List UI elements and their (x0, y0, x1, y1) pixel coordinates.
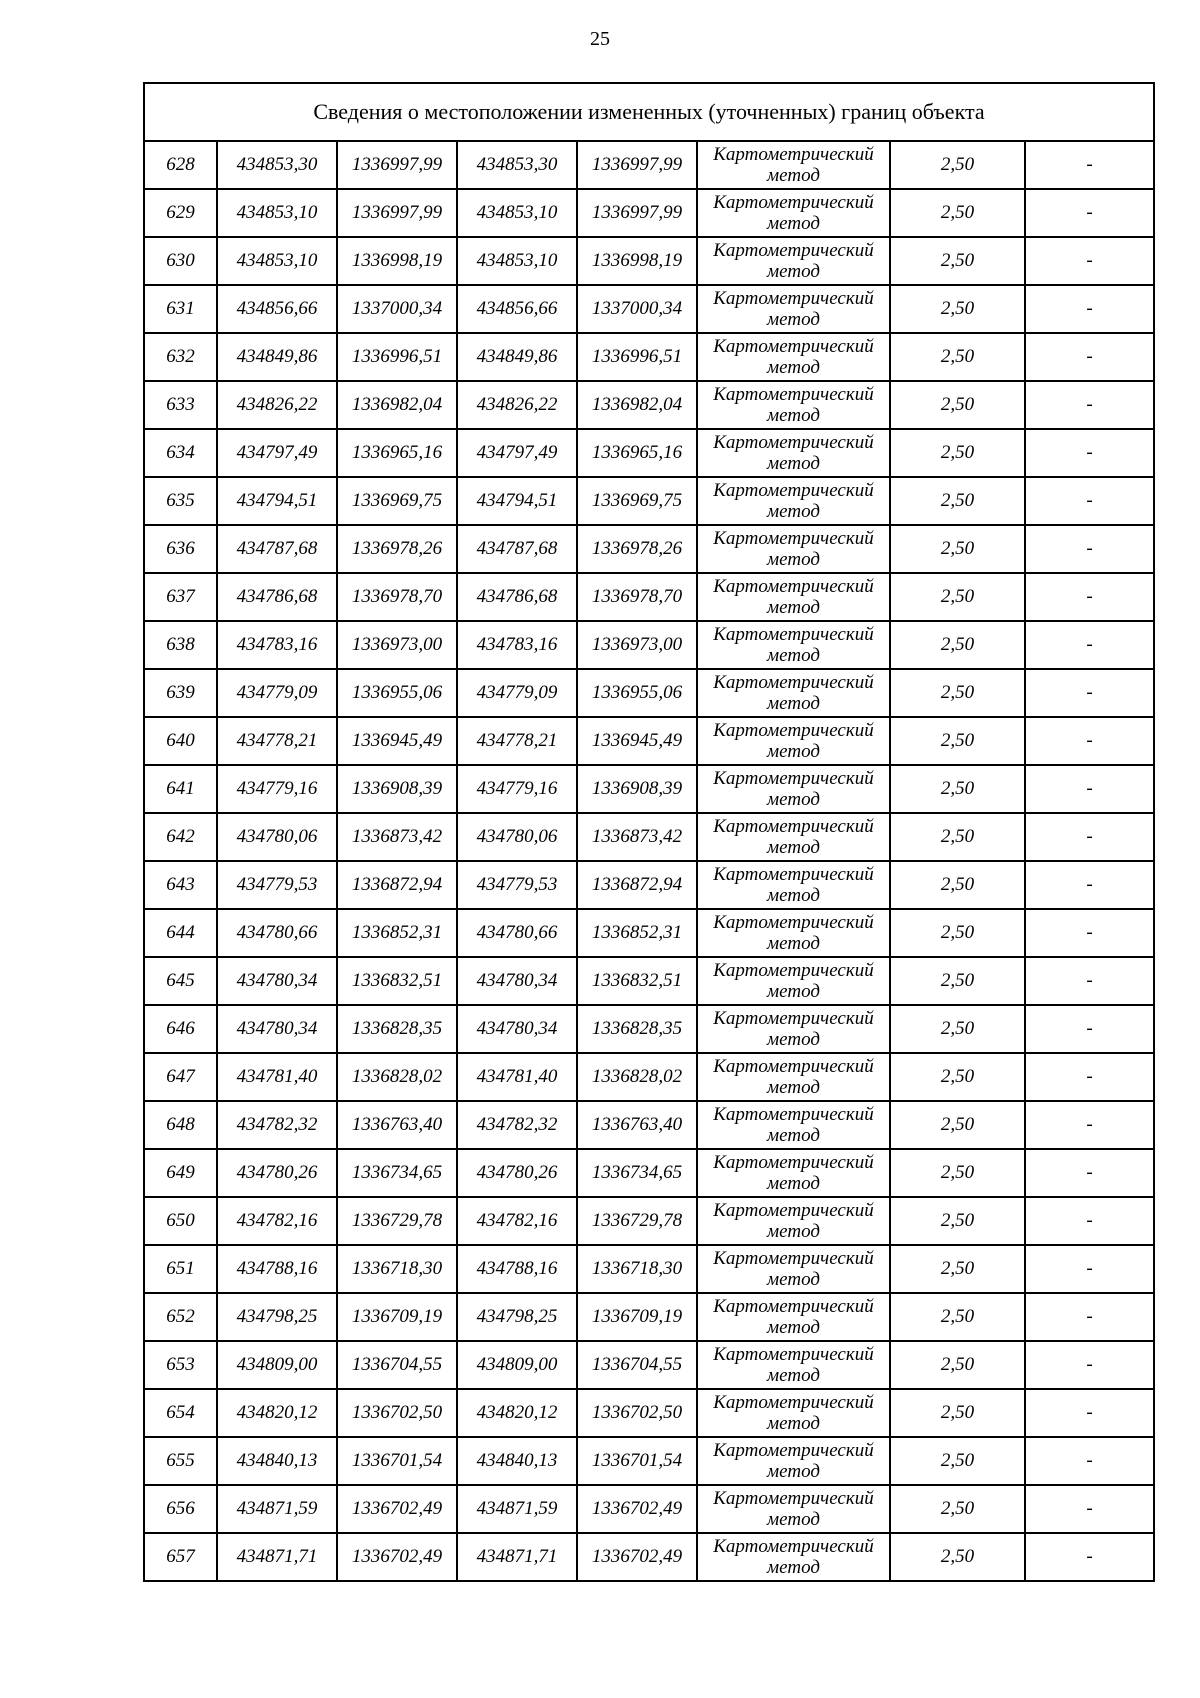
table-row (144, 1341, 1154, 1389)
point-number-cell: 644 (144, 909, 217, 957)
accuracy-cell: 2,50 (890, 1341, 1025, 1389)
table-row (144, 1101, 1154, 1149)
y-existing-cell: 1337000,34 (337, 285, 457, 333)
y-existing-cell: 1336718,30 (337, 1245, 457, 1293)
accuracy-cell: 2,50 (890, 1293, 1025, 1341)
point-number-cell: 649 (144, 1149, 217, 1197)
method-cell: Картометрический метод (697, 285, 890, 333)
description-cell: - (1025, 381, 1154, 429)
description-cell: - (1025, 813, 1154, 861)
x-new-cell: 434781,40 (457, 1053, 577, 1101)
point-number-cell: 636 (144, 525, 217, 573)
x-existing-cell: 434780,34 (217, 1005, 337, 1053)
description-cell: - (1025, 1245, 1154, 1293)
x-existing-cell: 434849,86 (217, 333, 337, 381)
y-existing-cell: 1336998,19 (337, 237, 457, 285)
point-number-cell: 643 (144, 861, 217, 909)
point-number-cell: 647 (144, 1053, 217, 1101)
x-new-cell: 434794,51 (457, 477, 577, 525)
y-new-cell: 1336872,94 (577, 861, 697, 909)
y-new-cell: 1336982,04 (577, 381, 697, 429)
method-cell: Картометрический метод (697, 909, 890, 957)
y-existing-cell: 1336872,94 (337, 861, 457, 909)
accuracy-cell: 2,50 (890, 1389, 1025, 1437)
description-cell: - (1025, 333, 1154, 381)
x-existing-cell: 434780,34 (217, 957, 337, 1005)
y-existing-cell: 1336955,06 (337, 669, 457, 717)
x-existing-cell: 434778,21 (217, 717, 337, 765)
description-cell: - (1025, 1101, 1154, 1149)
method-cell: Картометрический метод (697, 381, 890, 429)
table-row (144, 477, 1154, 525)
point-number-cell: 656 (144, 1485, 217, 1533)
method-cell: Картометрический метод (697, 1053, 890, 1101)
table-row (144, 813, 1154, 861)
y-new-cell: 1336828,02 (577, 1053, 697, 1101)
y-new-cell: 1336832,51 (577, 957, 697, 1005)
point-number-cell: 654 (144, 1389, 217, 1437)
description-cell: - (1025, 1005, 1154, 1053)
y-existing-cell: 1336965,16 (337, 429, 457, 477)
y-new-cell: 1336828,35 (577, 1005, 697, 1053)
description-cell: - (1025, 141, 1154, 189)
x-existing-cell: 434871,71 (217, 1533, 337, 1581)
y-existing-cell: 1336969,75 (337, 477, 457, 525)
accuracy-cell: 2,50 (890, 285, 1025, 333)
point-number-cell: 639 (144, 669, 217, 717)
x-existing-cell: 434781,40 (217, 1053, 337, 1101)
description-cell: - (1025, 189, 1154, 237)
description-cell: - (1025, 1149, 1154, 1197)
point-number-cell: 634 (144, 429, 217, 477)
description-cell: - (1025, 621, 1154, 669)
x-new-cell: 434798,25 (457, 1293, 577, 1341)
method-cell: Картометрический метод (697, 957, 890, 1005)
point-number-cell: 631 (144, 285, 217, 333)
x-new-cell: 434840,13 (457, 1437, 577, 1485)
y-existing-cell: 1336763,40 (337, 1101, 457, 1149)
x-existing-cell: 434826,22 (217, 381, 337, 429)
accuracy-cell: 2,50 (890, 237, 1025, 285)
y-existing-cell: 1336709,19 (337, 1293, 457, 1341)
y-new-cell: 1336702,49 (577, 1485, 697, 1533)
y-new-cell: 1336997,99 (577, 141, 697, 189)
table-row (144, 1293, 1154, 1341)
y-existing-cell: 1336734,65 (337, 1149, 457, 1197)
accuracy-cell: 2,50 (890, 525, 1025, 573)
y-existing-cell: 1336908,39 (337, 765, 457, 813)
point-number-cell: 657 (144, 1533, 217, 1581)
table-row (144, 1533, 1154, 1581)
method-cell: Картометрический метод (697, 717, 890, 765)
point-number-cell: 650 (144, 1197, 217, 1245)
x-new-cell: 434780,06 (457, 813, 577, 861)
y-new-cell: 1336734,65 (577, 1149, 697, 1197)
point-number-cell: 653 (144, 1341, 217, 1389)
y-new-cell: 1336997,99 (577, 189, 697, 237)
accuracy-cell: 2,50 (890, 573, 1025, 621)
method-cell: Картометрический метод (697, 1293, 890, 1341)
method-cell: Картометрический метод (697, 1245, 890, 1293)
accuracy-cell: 2,50 (890, 477, 1025, 525)
method-cell: Картометрический метод (697, 141, 890, 189)
description-cell: - (1025, 477, 1154, 525)
table-row (144, 669, 1154, 717)
table-row (144, 861, 1154, 909)
x-new-cell: 434849,86 (457, 333, 577, 381)
accuracy-cell: 2,50 (890, 717, 1025, 765)
x-new-cell: 434826,22 (457, 381, 577, 429)
x-new-cell: 434871,59 (457, 1485, 577, 1533)
description-cell: - (1025, 525, 1154, 573)
x-existing-cell: 434853,10 (217, 189, 337, 237)
table-row (144, 525, 1154, 573)
y-new-cell: 1336873,42 (577, 813, 697, 861)
point-number-cell: 655 (144, 1437, 217, 1485)
x-existing-cell: 434809,00 (217, 1341, 337, 1389)
accuracy-cell: 2,50 (890, 1533, 1025, 1581)
y-existing-cell: 1336828,02 (337, 1053, 457, 1101)
x-existing-cell: 434782,32 (217, 1101, 337, 1149)
x-new-cell: 434853,10 (457, 189, 577, 237)
method-cell: Картометрический метод (697, 1341, 890, 1389)
y-new-cell: 1336763,40 (577, 1101, 697, 1149)
point-number-cell: 652 (144, 1293, 217, 1341)
point-number-cell: 646 (144, 1005, 217, 1053)
x-existing-cell: 434856,66 (217, 285, 337, 333)
table-row (144, 573, 1154, 621)
accuracy-cell: 2,50 (890, 861, 1025, 909)
x-existing-cell: 434783,16 (217, 621, 337, 669)
point-number-cell: 641 (144, 765, 217, 813)
y-new-cell: 1336973,00 (577, 621, 697, 669)
description-cell: - (1025, 669, 1154, 717)
x-new-cell: 434853,30 (457, 141, 577, 189)
x-new-cell: 434780,26 (457, 1149, 577, 1197)
accuracy-cell: 2,50 (890, 1101, 1025, 1149)
table-row (144, 429, 1154, 477)
y-new-cell: 1336998,19 (577, 237, 697, 285)
table-row (144, 333, 1154, 381)
x-new-cell: 434786,68 (457, 573, 577, 621)
accuracy-cell: 2,50 (890, 1245, 1025, 1293)
x-new-cell: 434778,21 (457, 717, 577, 765)
y-new-cell: 1336945,49 (577, 717, 697, 765)
x-new-cell: 434809,00 (457, 1341, 577, 1389)
table-body (144, 141, 1154, 1581)
x-existing-cell: 434780,26 (217, 1149, 337, 1197)
description-cell: - (1025, 573, 1154, 621)
y-existing-cell: 1336945,49 (337, 717, 457, 765)
y-existing-cell: 1336702,49 (337, 1485, 457, 1533)
y-existing-cell: 1336852,31 (337, 909, 457, 957)
point-number-cell: 637 (144, 573, 217, 621)
y-new-cell: 1336729,78 (577, 1197, 697, 1245)
y-existing-cell: 1336729,78 (337, 1197, 457, 1245)
x-new-cell: 434853,10 (457, 237, 577, 285)
method-cell: Картометрический метод (697, 1149, 890, 1197)
accuracy-cell: 2,50 (890, 813, 1025, 861)
x-existing-cell: 434820,12 (217, 1389, 337, 1437)
y-existing-cell: 1336973,00 (337, 621, 457, 669)
point-number-cell: 633 (144, 381, 217, 429)
y-existing-cell: 1336701,54 (337, 1437, 457, 1485)
accuracy-cell: 2,50 (890, 1197, 1025, 1245)
method-cell: Картометрический метод (697, 861, 890, 909)
x-new-cell: 434780,66 (457, 909, 577, 957)
method-cell: Картометрический метод (697, 1197, 890, 1245)
y-new-cell: 1337000,34 (577, 285, 697, 333)
y-existing-cell: 1336996,51 (337, 333, 457, 381)
accuracy-cell: 2,50 (890, 189, 1025, 237)
x-existing-cell: 434779,53 (217, 861, 337, 909)
method-cell: Картометрический метод (697, 477, 890, 525)
method-cell: Картометрический метод (697, 573, 890, 621)
x-new-cell: 434780,34 (457, 957, 577, 1005)
table-row (144, 1437, 1154, 1485)
x-existing-cell: 434788,16 (217, 1245, 337, 1293)
x-new-cell: 434779,16 (457, 765, 577, 813)
table-row (144, 381, 1154, 429)
description-cell: - (1025, 1053, 1154, 1101)
method-cell: Картометрический метод (697, 765, 890, 813)
y-new-cell: 1336908,39 (577, 765, 697, 813)
x-new-cell: 434797,49 (457, 429, 577, 477)
y-new-cell: 1336978,70 (577, 573, 697, 621)
y-new-cell: 1336965,16 (577, 429, 697, 477)
method-cell: Картометрический метод (697, 1533, 890, 1581)
description-cell: - (1025, 909, 1154, 957)
table-row (144, 237, 1154, 285)
point-number-cell: 629 (144, 189, 217, 237)
method-cell: Картометрический метод (697, 429, 890, 477)
y-new-cell: 1336852,31 (577, 909, 697, 957)
y-new-cell: 1336969,75 (577, 477, 697, 525)
description-cell: - (1025, 1341, 1154, 1389)
y-existing-cell: 1336702,50 (337, 1389, 457, 1437)
table-row (144, 1245, 1154, 1293)
x-existing-cell: 434779,16 (217, 765, 337, 813)
x-existing-cell: 434798,25 (217, 1293, 337, 1341)
table-row (144, 1149, 1154, 1197)
x-new-cell: 434820,12 (457, 1389, 577, 1437)
method-cell: Картометрический метод (697, 621, 890, 669)
y-existing-cell: 1336997,99 (337, 189, 457, 237)
point-number-cell: 640 (144, 717, 217, 765)
accuracy-cell: 2,50 (890, 1437, 1025, 1485)
table-row (144, 621, 1154, 669)
description-cell: - (1025, 861, 1154, 909)
point-number-cell: 651 (144, 1245, 217, 1293)
accuracy-cell: 2,50 (890, 381, 1025, 429)
table-row (144, 189, 1154, 237)
x-existing-cell: 434853,30 (217, 141, 337, 189)
accuracy-cell: 2,50 (890, 1053, 1025, 1101)
y-existing-cell: 1336704,55 (337, 1341, 457, 1389)
y-new-cell: 1336702,50 (577, 1389, 697, 1437)
method-cell: Картометрический метод (697, 669, 890, 717)
y-existing-cell: 1336978,70 (337, 573, 457, 621)
method-cell: Картометрический метод (697, 1005, 890, 1053)
x-new-cell: 434871,71 (457, 1533, 577, 1581)
method-cell: Картометрический метод (697, 1101, 890, 1149)
x-new-cell: 434779,09 (457, 669, 577, 717)
x-new-cell: 434787,68 (457, 525, 577, 573)
method-cell: Картометрический метод (697, 189, 890, 237)
accuracy-cell: 2,50 (890, 333, 1025, 381)
x-new-cell: 434779,53 (457, 861, 577, 909)
x-new-cell: 434783,16 (457, 621, 577, 669)
y-new-cell: 1336718,30 (577, 1245, 697, 1293)
description-cell: - (1025, 717, 1154, 765)
method-cell: Картометрический метод (697, 237, 890, 285)
y-new-cell: 1336978,26 (577, 525, 697, 573)
x-existing-cell: 434780,66 (217, 909, 337, 957)
x-new-cell: 434780,34 (457, 1005, 577, 1053)
method-cell: Картометрический метод (697, 1485, 890, 1533)
method-cell: Картометрический метод (697, 333, 890, 381)
table-caption: Сведения о местоположении измененных (уточненных) границ объекта (144, 83, 1154, 141)
x-existing-cell: 434840,13 (217, 1437, 337, 1485)
point-number-cell: 628 (144, 141, 217, 189)
method-cell: Картометрический метод (697, 813, 890, 861)
table-row (144, 909, 1154, 957)
boundary-coordinates-table (143, 82, 1155, 1582)
table-row (144, 765, 1154, 813)
table-row (144, 1005, 1154, 1053)
method-cell: Картометрический метод (697, 525, 890, 573)
table-row (144, 1197, 1154, 1245)
point-number-cell: 648 (144, 1101, 217, 1149)
point-number-cell: 632 (144, 333, 217, 381)
description-cell: - (1025, 1197, 1154, 1245)
x-existing-cell: 434782,16 (217, 1197, 337, 1245)
y-existing-cell: 1336828,35 (337, 1005, 457, 1053)
table-row (144, 1053, 1154, 1101)
x-new-cell: 434782,16 (457, 1197, 577, 1245)
y-new-cell: 1336955,06 (577, 669, 697, 717)
accuracy-cell: 2,50 (890, 909, 1025, 957)
accuracy-cell: 2,50 (890, 621, 1025, 669)
x-existing-cell: 434779,09 (217, 669, 337, 717)
description-cell: - (1025, 1293, 1154, 1341)
y-existing-cell: 1336873,42 (337, 813, 457, 861)
accuracy-cell: 2,50 (890, 1005, 1025, 1053)
description-cell: - (1025, 957, 1154, 1005)
y-existing-cell: 1336978,26 (337, 525, 457, 573)
y-new-cell: 1336702,49 (577, 1533, 697, 1581)
point-number-cell: 638 (144, 621, 217, 669)
y-existing-cell: 1336982,04 (337, 381, 457, 429)
y-new-cell: 1336996,51 (577, 333, 697, 381)
table-row (144, 957, 1154, 1005)
y-existing-cell: 1336997,99 (337, 141, 457, 189)
table-row (144, 717, 1154, 765)
x-new-cell: 434782,32 (457, 1101, 577, 1149)
y-existing-cell: 1336832,51 (337, 957, 457, 1005)
point-number-cell: 642 (144, 813, 217, 861)
method-cell: Картометрический метод (697, 1437, 890, 1485)
accuracy-cell: 2,50 (890, 765, 1025, 813)
x-existing-cell: 434794,51 (217, 477, 337, 525)
description-cell: - (1025, 285, 1154, 333)
y-new-cell: 1336709,19 (577, 1293, 697, 1341)
table-row (144, 141, 1154, 189)
description-cell: - (1025, 237, 1154, 285)
table-row (144, 1389, 1154, 1437)
accuracy-cell: 2,50 (890, 1149, 1025, 1197)
x-new-cell: 434788,16 (457, 1245, 577, 1293)
description-cell: - (1025, 1389, 1154, 1437)
y-new-cell: 1336704,55 (577, 1341, 697, 1389)
page-number: 25 (590, 28, 610, 50)
x-existing-cell: 434797,49 (217, 429, 337, 477)
accuracy-cell: 2,50 (890, 669, 1025, 717)
y-existing-cell: 1336702,49 (337, 1533, 457, 1581)
description-cell: - (1025, 1485, 1154, 1533)
x-existing-cell: 434871,59 (217, 1485, 337, 1533)
x-existing-cell: 434786,68 (217, 573, 337, 621)
description-cell: - (1025, 765, 1154, 813)
accuracy-cell: 2,50 (890, 1485, 1025, 1533)
accuracy-cell: 2,50 (890, 957, 1025, 1005)
y-new-cell: 1336701,54 (577, 1437, 697, 1485)
description-cell: - (1025, 1437, 1154, 1485)
accuracy-cell: 2,50 (890, 141, 1025, 189)
x-existing-cell: 434780,06 (217, 813, 337, 861)
point-number-cell: 630 (144, 237, 217, 285)
description-cell: - (1025, 429, 1154, 477)
point-number-cell: 635 (144, 477, 217, 525)
table-row (144, 285, 1154, 333)
method-cell: Картометрический метод (697, 1389, 890, 1437)
table-row (144, 1485, 1154, 1533)
x-new-cell: 434856,66 (457, 285, 577, 333)
accuracy-cell: 2,50 (890, 429, 1025, 477)
x-existing-cell: 434853,10 (217, 237, 337, 285)
point-number-cell: 645 (144, 957, 217, 1005)
x-existing-cell: 434787,68 (217, 525, 337, 573)
description-cell: - (1025, 1533, 1154, 1581)
